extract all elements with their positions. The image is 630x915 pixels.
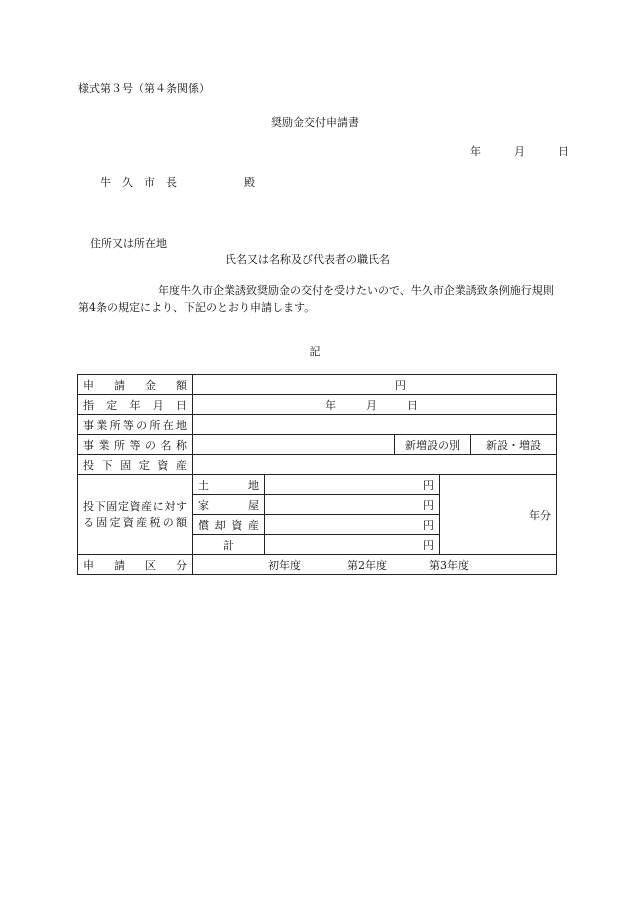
tax-row-value[interactable] bbox=[265, 475, 440, 495]
date-day: 日 bbox=[558, 145, 569, 158]
new-or-expansion-label: 新増設の別 bbox=[395, 435, 471, 455]
tax-row-value[interactable] bbox=[265, 495, 440, 515]
addressee bbox=[100, 176, 255, 190]
application-category-label: 申請区分 bbox=[78, 555, 193, 575]
tax-row-label: 家屋 bbox=[193, 495, 265, 515]
date-month: 月 bbox=[514, 145, 525, 158]
category-third-year[interactable]: 第3年度 bbox=[429, 558, 469, 572]
category-second-year[interactable]: 第2年度 bbox=[347, 558, 387, 572]
office-name-label: 事業所等の名称 bbox=[78, 435, 193, 455]
name-label: 氏名又は名称及び代表者の職氏名 bbox=[225, 253, 390, 266]
new-or-expansion-value[interactable]: 新設・増設 bbox=[471, 435, 557, 455]
office-name-field[interactable] bbox=[193, 435, 395, 455]
tax-row-unit: 円 bbox=[423, 478, 434, 492]
address-label: 住所又は所在地 bbox=[90, 237, 167, 250]
tax-row-value[interactable] bbox=[265, 535, 440, 555]
application-statement: 年度牛久市企業誘致奨励金の交付を受けたいので、牛久市企業誘致条例施行規則第4条の規定により、下記のとおり申請します。 bbox=[78, 284, 554, 314]
amount-unit: 円 bbox=[395, 378, 406, 392]
office-location-field[interactable] bbox=[193, 415, 557, 435]
ki-heading: 記 bbox=[309, 345, 321, 358]
designation-year: 年 bbox=[325, 398, 336, 412]
fixed-assets-label: 投下固定資産 bbox=[78, 455, 193, 475]
amount-label: 申請金額 bbox=[78, 375, 193, 395]
office-location-label: 事業所等の所在地 bbox=[78, 415, 193, 435]
tax-row-unit: 円 bbox=[423, 538, 434, 552]
designation-day: 日 bbox=[407, 398, 418, 412]
addressee-honorific: 殿 bbox=[244, 176, 255, 189]
table-row bbox=[78, 415, 557, 435]
tax-row-label: 土地 bbox=[193, 475, 265, 495]
year-portion[interactable] bbox=[440, 475, 557, 555]
table-row bbox=[78, 435, 557, 455]
tax-row-label: 計 bbox=[193, 535, 265, 555]
table-row bbox=[78, 375, 557, 395]
year-portion-label: 年分 bbox=[529, 508, 552, 522]
form-number: 様式第３号（第４条関係） bbox=[78, 82, 210, 95]
date-line bbox=[470, 145, 569, 159]
tax-row-unit: 円 bbox=[423, 498, 434, 512]
addressee-mayor: 牛 久 市 長 bbox=[100, 176, 177, 189]
designation-date-field[interactable] bbox=[193, 395, 557, 415]
table-row bbox=[78, 475, 557, 495]
document-title: 奨励金交付申請書 bbox=[271, 116, 359, 129]
tax-row-unit: 円 bbox=[423, 518, 434, 532]
table-row bbox=[78, 455, 557, 475]
table-row bbox=[78, 395, 557, 415]
designation-date-label: 指定年月日 bbox=[78, 395, 193, 415]
category-first-year[interactable]: 初年度 bbox=[268, 558, 301, 572]
table-row bbox=[78, 555, 557, 575]
application-category-field[interactable] bbox=[193, 555, 557, 575]
tax-row-label: 償却資産 bbox=[193, 515, 265, 535]
date-year: 年 bbox=[470, 145, 481, 158]
tax-label: 投下固定資産に対する固定資産税の額 bbox=[78, 475, 193, 555]
tax-row-value[interactable] bbox=[265, 515, 440, 535]
application-table bbox=[77, 374, 557, 575]
designation-month: 月 bbox=[366, 398, 377, 412]
fixed-assets-field[interactable] bbox=[193, 455, 557, 475]
amount-field[interactable] bbox=[193, 375, 557, 395]
